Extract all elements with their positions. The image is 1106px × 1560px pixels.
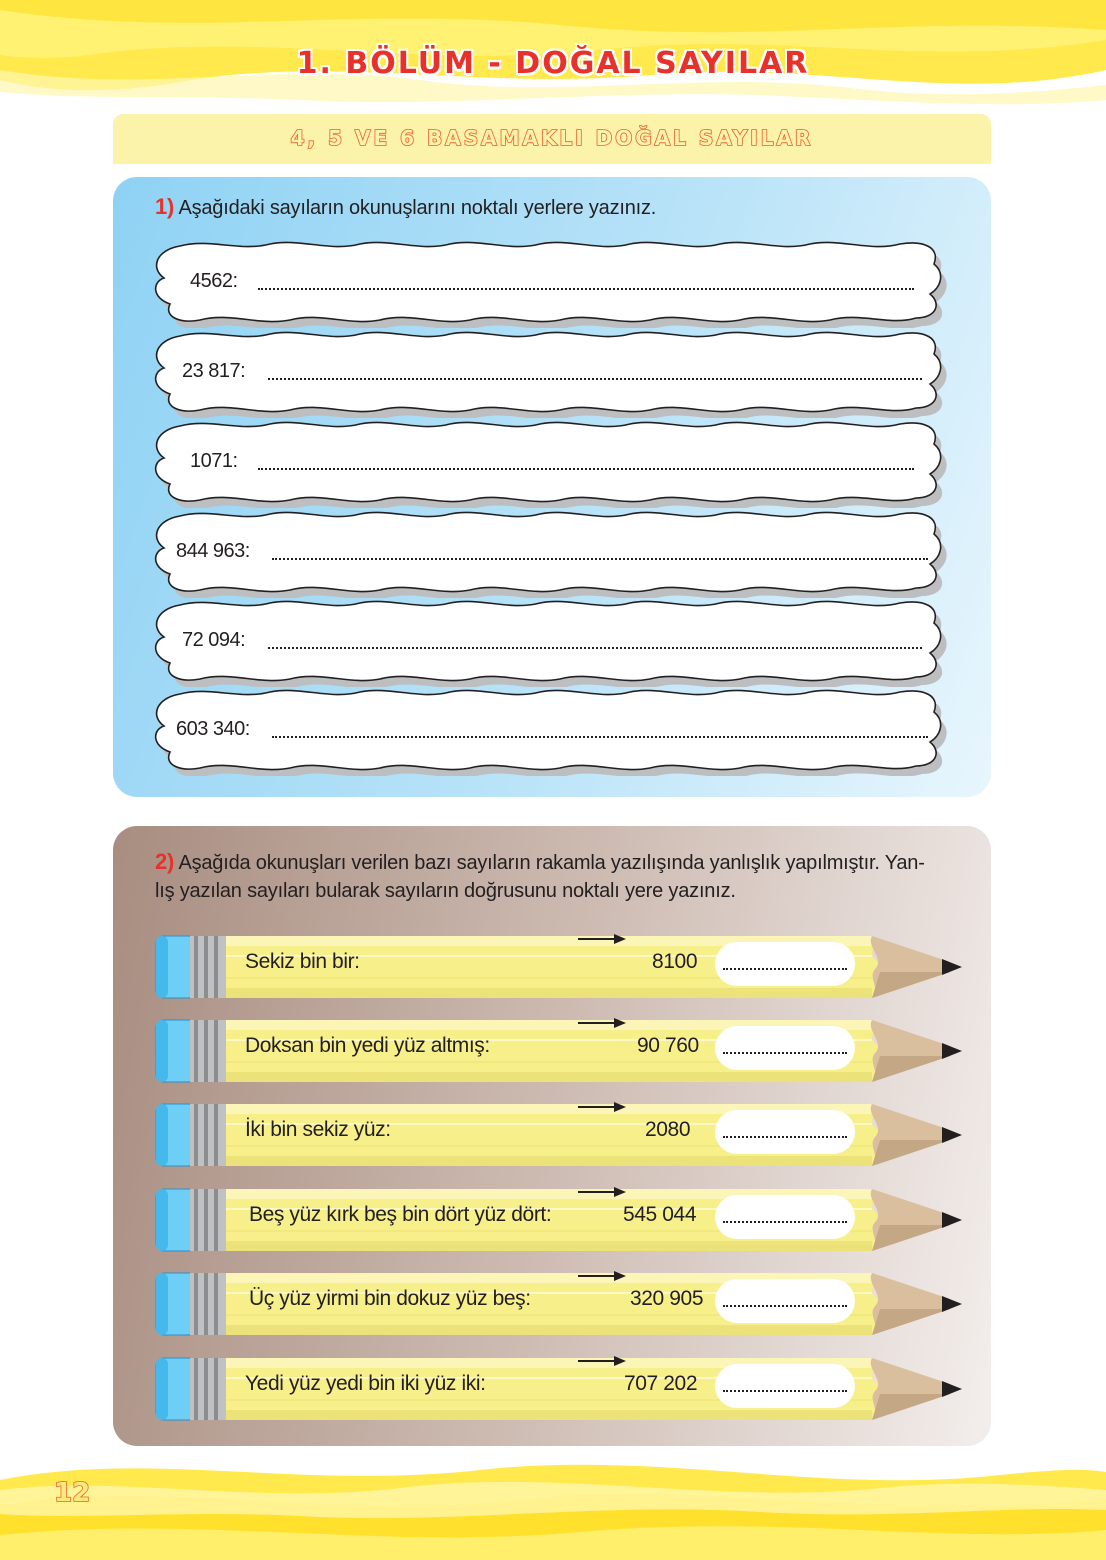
cloud-shape (150, 508, 950, 598)
answer-box[interactable] (715, 1279, 855, 1323)
number-reading: İki bin sekiz yüz: (245, 1118, 391, 1141)
question1-prompt (155, 193, 656, 222)
arrow-right-icon (578, 1016, 626, 1030)
number-reading: Yedi yüz yedi bin iki yüz iki: (245, 1372, 486, 1395)
answer-line[interactable] (258, 468, 914, 470)
number-label: 603 340: (176, 718, 250, 740)
number-label: 844 963: (176, 540, 250, 562)
pencil-row-6 (150, 1354, 970, 1424)
question1-number: 1) (155, 194, 175, 219)
answer-box[interactable] (715, 942, 855, 986)
answer-line (723, 1052, 847, 1054)
answer-line (723, 968, 847, 970)
number-reading: Beş yüz kırk beş bin dört yüz dört: (249, 1203, 552, 1226)
number-reading: Doksan bin yedi yüz altmış: (245, 1034, 490, 1057)
answer-box[interactable] (715, 1195, 855, 1239)
chapter-title: 1. BÖLÜM - DOĞAL SAYILAR (296, 46, 810, 81)
cloud-shape (150, 328, 950, 418)
pencil-row-2 (150, 1016, 970, 1086)
pencil-row-5 (150, 1269, 970, 1339)
question2-text-line1: Aşağıda okunuşları verilen bazı sayıların rakamla yazılışında yanlışlık yapılmıştır. Yan- (178, 852, 925, 874)
pencil-row-3 (150, 1100, 970, 1170)
answer-line[interactable] (268, 378, 922, 380)
cloud-row-3 (150, 418, 950, 508)
number-reading: Üç yüz yirmi bin dokuz yüz beş: (249, 1287, 531, 1310)
question2-number: 2) (155, 849, 175, 874)
arrow-right-icon (578, 932, 626, 946)
written-number: 545 044 (623, 1203, 697, 1226)
section-banner (113, 114, 991, 164)
number-reading: Sekiz bin bir: (245, 950, 360, 973)
answer-box[interactable] (715, 1364, 855, 1408)
arrow-right-icon (578, 1269, 626, 1283)
answer-line[interactable] (258, 288, 914, 290)
cloud-row-4 (150, 508, 950, 598)
section-title: 4, 5 VE 6 BASAMAKLI DOĞAL SAYILAR (290, 126, 814, 150)
written-number: 90 760 (637, 1034, 699, 1057)
number-label: 4562: (190, 270, 238, 292)
page-number: 12 (54, 1478, 91, 1508)
number-label: 72 094: (182, 629, 246, 651)
answer-box[interactable] (715, 1110, 855, 1154)
cloud-shape (150, 238, 950, 328)
question1-text: Aşağıdaki sayıların okunuşlarını noktalı yerlere yazınız. (178, 197, 657, 219)
pencil-row-1 (150, 932, 970, 1002)
cloud-row-1 (150, 238, 950, 328)
answer-line (723, 1136, 847, 1138)
arrow-right-icon (578, 1354, 626, 1368)
number-label: 1071: (190, 450, 238, 472)
answer-line (723, 1221, 847, 1223)
answer-line[interactable] (272, 736, 928, 738)
answer-line (723, 1305, 847, 1307)
cloud-shape (150, 418, 950, 508)
answer-line[interactable] (272, 558, 928, 560)
question2-text-line2: lış yazılan sayıları bularak sayıların doğrusunu noktalı yere yazınız. (155, 880, 736, 902)
cloud-row-2 (150, 328, 950, 418)
written-number: 707 202 (624, 1372, 698, 1395)
question2-prompt (155, 848, 975, 905)
bottom-wave-decoration (0, 1450, 1106, 1560)
cloud-row-5 (150, 597, 950, 687)
cloud-shape (150, 686, 950, 776)
answer-box[interactable] (715, 1026, 855, 1070)
arrow-right-icon (578, 1185, 626, 1199)
arrow-right-icon (578, 1100, 626, 1114)
pencil-row-4 (150, 1185, 970, 1255)
number-label: 23 817: (182, 360, 246, 382)
answer-line (723, 1390, 847, 1392)
written-number: 320 905 (630, 1287, 704, 1310)
cloud-shape (150, 597, 950, 687)
written-number: 8100 (652, 950, 698, 973)
written-number: 2080 (645, 1118, 691, 1141)
cloud-row-6 (150, 686, 950, 776)
answer-line[interactable] (268, 647, 922, 649)
